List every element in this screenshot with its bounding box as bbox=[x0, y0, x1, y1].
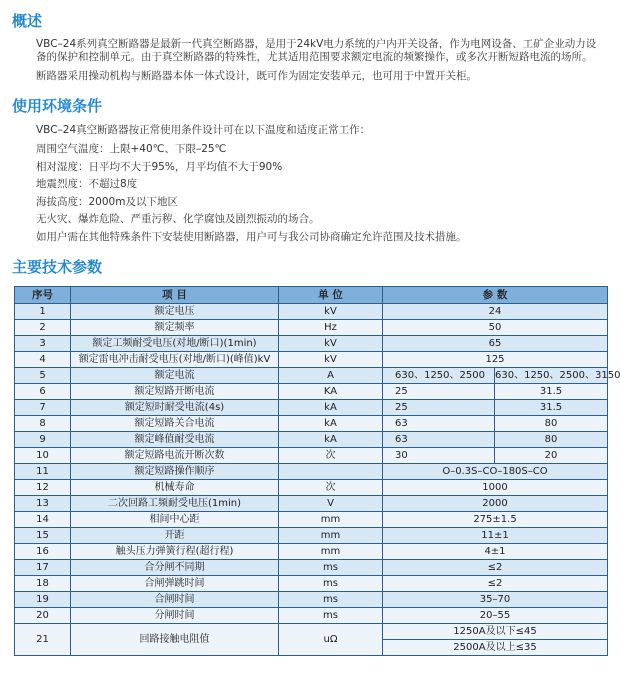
table-row bbox=[15, 512, 608, 528]
row-item: 额定电流 bbox=[71, 368, 279, 384]
row-unit: 次 bbox=[279, 448, 383, 464]
row-number: 13 bbox=[15, 496, 71, 512]
table-row bbox=[15, 464, 608, 480]
row-item: 额定峰值耐受电流 bbox=[71, 432, 279, 448]
row-value-24kv-a: 30 bbox=[383, 448, 495, 464]
row-unit: kA bbox=[279, 432, 383, 448]
row-value-24kv-b: 80 bbox=[495, 416, 608, 432]
table-row bbox=[15, 592, 608, 608]
table-row bbox=[15, 544, 608, 560]
table-row bbox=[15, 576, 608, 592]
row-value: 11±1 bbox=[383, 528, 608, 544]
specs-heading: 主要技术参数 bbox=[12, 258, 103, 276]
row-value-24kv-b: 630、1250、2500、3150 bbox=[495, 368, 608, 384]
row-value-24kv-a: 25 bbox=[383, 384, 495, 400]
row-number: 21 bbox=[15, 624, 71, 656]
row-number: 19 bbox=[15, 592, 71, 608]
row-item: 额定工频耐受电压(对地/断口)(1min) bbox=[71, 336, 279, 352]
row-number: 4 bbox=[15, 352, 71, 368]
row-value: ≤2 bbox=[383, 576, 608, 592]
row-value-2500a: 2500A及以上≤35 bbox=[383, 640, 608, 656]
table-row bbox=[15, 624, 608, 640]
row-value: 35–70 bbox=[383, 592, 608, 608]
row-item: 额定短路操作顺序 bbox=[71, 464, 279, 480]
row-item: 合闸弹跳时间 bbox=[71, 576, 279, 592]
header-unit: 单 位 bbox=[279, 287, 383, 304]
row-value-24kv-a: 25 bbox=[383, 400, 495, 416]
row-value: 20–55 bbox=[383, 608, 608, 624]
row-number: 14 bbox=[15, 512, 71, 528]
table-row bbox=[15, 336, 608, 352]
table-row bbox=[15, 352, 608, 368]
row-value: 2000 bbox=[383, 496, 608, 512]
row-unit: kA bbox=[279, 416, 383, 432]
table-row bbox=[15, 368, 608, 384]
row-number: 7 bbox=[15, 400, 71, 416]
row-unit: ms bbox=[279, 592, 383, 608]
row-number: 3 bbox=[15, 336, 71, 352]
row-value-1250a: 1250A及以下≤45 bbox=[383, 624, 608, 640]
row-unit: mm bbox=[279, 528, 383, 544]
row-unit bbox=[279, 464, 383, 480]
row-number: 5 bbox=[15, 368, 71, 384]
row-number: 16 bbox=[15, 544, 71, 560]
row-item: 额定频率 bbox=[71, 320, 279, 336]
row-value-24kv-b: 20 bbox=[495, 448, 608, 464]
row-item: 回路接触电阻值 bbox=[71, 624, 279, 656]
row-unit: uΩ bbox=[279, 624, 383, 656]
row-item: 合分闸不同期 bbox=[71, 560, 279, 576]
row-unit: ms bbox=[279, 560, 383, 576]
row-unit: kA bbox=[279, 400, 383, 416]
environment-line-altitude: 海拔高度：2000m及以下地区 bbox=[36, 196, 178, 208]
table-row bbox=[15, 432, 608, 448]
environment-line-seismic: 地震烈度：不超过8度 bbox=[36, 178, 138, 190]
row-number: 17 bbox=[15, 560, 71, 576]
table-row bbox=[15, 304, 608, 320]
row-value-24kv-b: 80 bbox=[495, 432, 608, 448]
table-row bbox=[15, 528, 608, 544]
table-row bbox=[15, 560, 608, 576]
row-value: 65 bbox=[383, 336, 608, 352]
row-value: 24 bbox=[383, 304, 608, 320]
row-unit: mm bbox=[279, 512, 383, 528]
environment-line-hazards: 无火灾、爆炸危险、严重污秽、化学腐蚀及剧烈振动的场合。 bbox=[36, 213, 320, 225]
table-row bbox=[15, 384, 608, 400]
row-value: 4±1 bbox=[383, 544, 608, 560]
row-item: 分闸时间 bbox=[71, 608, 279, 624]
row-item: 触头压力弹簧行程(超行程) bbox=[71, 544, 279, 560]
row-number: 9 bbox=[15, 432, 71, 448]
environment-line-temp: 周围空气温度：上限+40℃、下限–25℃ bbox=[36, 143, 227, 155]
row-value: 275±1.5 bbox=[383, 512, 608, 528]
row-unit: ms bbox=[279, 608, 383, 624]
row-unit: V bbox=[279, 496, 383, 512]
row-value-24kv-b: 31.5 bbox=[495, 400, 608, 416]
overview-heading: 概述 bbox=[12, 12, 43, 30]
row-item: 合闸时间 bbox=[71, 592, 279, 608]
overview-paragraph-1: VBC–24系列真空断路器是最新一代真空断路器，是用于24kV电力系统的户内开关设备，作为电网设备、工矿企业动力设备的保护和控制单元。由于真空断路器的特殊性，尤其适用范围要求额定电流的频繁操作，或多次开断短路电流的场所。 bbox=[36, 38, 597, 63]
row-unit: KA bbox=[279, 384, 383, 400]
row-unit: ms bbox=[279, 576, 383, 592]
header-no: 序号 bbox=[15, 287, 71, 304]
header-item: 项 目 bbox=[71, 287, 279, 304]
row-item: 额定电压 bbox=[71, 304, 279, 320]
row-value-24kv-a: 63 bbox=[383, 416, 495, 432]
row-number: 12 bbox=[15, 480, 71, 496]
table-row bbox=[15, 496, 608, 512]
row-item: 额定短路电流开断次数 bbox=[71, 448, 279, 464]
specs-table bbox=[14, 286, 620, 656]
row-unit: kV bbox=[279, 352, 383, 368]
row-value: 125 bbox=[383, 352, 608, 368]
row-number: 2 bbox=[15, 320, 71, 336]
table-header-row bbox=[15, 287, 608, 304]
environment-heading: 使用环境条件 bbox=[12, 97, 103, 115]
specs-table-body bbox=[15, 304, 620, 656]
row-unit: Hz bbox=[279, 320, 383, 336]
row-value-24kv-a: 63 bbox=[383, 432, 495, 448]
environment-line-special: 如用户需在其他特殊条件下安装使用断路器，用户可与我公司协商确定允许范围及技术措施。 bbox=[36, 231, 467, 243]
table-row bbox=[15, 400, 608, 416]
row-item: 额定雷电冲击耐受电压(对地/断口)(峰值)kV bbox=[71, 352, 279, 368]
row-value-24kv-a: 630、1250、2500 bbox=[383, 368, 495, 384]
row-value: 1000 bbox=[383, 480, 608, 496]
row-number: 11 bbox=[15, 464, 71, 480]
row-number: 18 bbox=[15, 576, 71, 592]
row-unit: mm bbox=[279, 544, 383, 560]
row-unit: A bbox=[279, 368, 383, 384]
row-item: 额定短路开断电流 bbox=[71, 384, 279, 400]
table-row bbox=[15, 480, 608, 496]
row-value: 50 bbox=[383, 320, 608, 336]
header-params: 参 数 bbox=[383, 287, 608, 304]
overview-paragraph-2: 断路器采用操动机构与断路器本体一体式设计，既可作为固定安装单元，也可用于中置开关柜。 bbox=[36, 70, 477, 82]
row-item: 额定短时耐受电流(4s) bbox=[71, 400, 279, 416]
row-value-24kv-b: 31.5 bbox=[495, 384, 608, 400]
environment-intro: VBC–24真空断路器按正常使用条件设计可在以下温度和适度正常工作： bbox=[36, 124, 371, 136]
table-row bbox=[15, 608, 608, 624]
environment-line-humidity: 相对湿度：日平均不大于95%，月平均值不大于90% bbox=[36, 161, 283, 173]
row-value: O–0.3S–CO–180S–CO bbox=[383, 464, 608, 480]
row-number: 15 bbox=[15, 528, 71, 544]
row-number: 8 bbox=[15, 416, 71, 432]
row-number: 20 bbox=[15, 608, 71, 624]
table-row bbox=[15, 448, 608, 464]
row-item: 额定短路关合电流 bbox=[71, 416, 279, 432]
row-value: ≤2 bbox=[383, 560, 608, 576]
row-unit: 次 bbox=[279, 480, 383, 496]
table-row bbox=[15, 320, 608, 336]
row-item: 开距 bbox=[71, 528, 279, 544]
row-item: 相间中心距 bbox=[71, 512, 279, 528]
row-number: 6 bbox=[15, 384, 71, 400]
row-number: 1 bbox=[15, 304, 71, 320]
row-item: 二次回路工频耐受电压(1min) bbox=[71, 496, 279, 512]
table-row bbox=[15, 416, 608, 432]
row-number: 10 bbox=[15, 448, 71, 464]
row-unit: kV bbox=[279, 336, 383, 352]
row-unit: kV bbox=[279, 304, 383, 320]
row-item: 机械寿命 bbox=[71, 480, 279, 496]
